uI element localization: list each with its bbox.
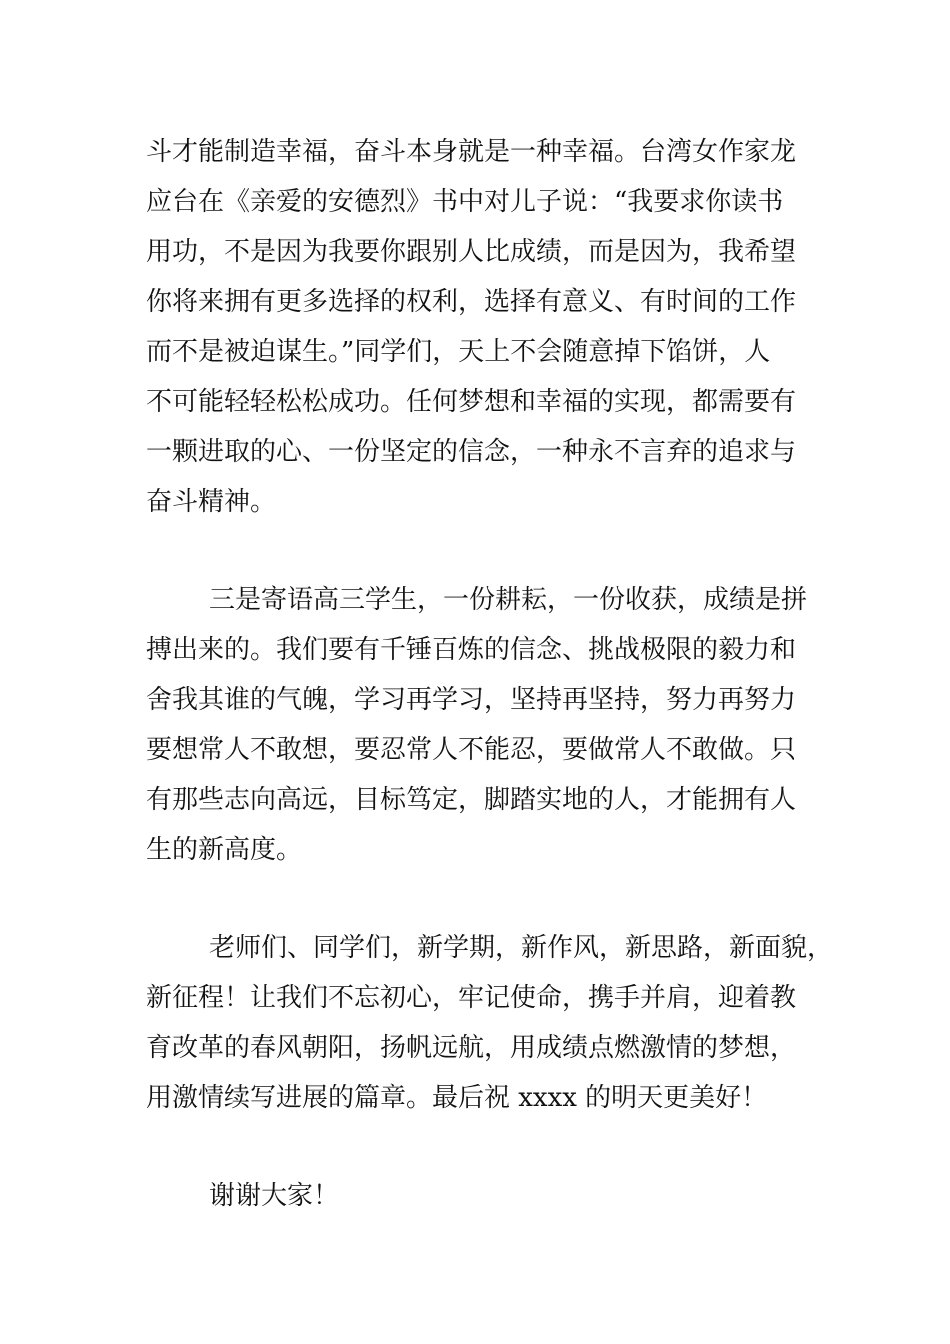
paragraph-line: 而不是被迫谋生。”同学们，天上不会随意掉下馅饼，人 — [146, 337, 771, 367]
paragraph-line: 一颗进取的心、一份坚定的信念，一种永不言弃的追求与 — [146, 437, 797, 467]
paragraph-line: 三是寄语高三学生，一份耕耘，一份收获，成绩是拼 — [209, 585, 808, 615]
paragraph-line: 生的新高度。 — [146, 835, 303, 865]
paragraph-line: 要想常人不敢想，要忍常人不能忍，要做常人不敢做。只 — [146, 735, 797, 765]
paragraph-line: 斗才能制造幸福，奋斗本身就是一种幸福。台湾女作家龙 — [146, 137, 797, 167]
paragraph-line: 育改革的春风朝阳，扬帆远航，用成绩点燃激情的梦想， — [146, 1033, 797, 1063]
paragraph-line: 搏出来的。我们要有千锤百炼的信念、挑战极限的毅力和 — [146, 635, 797, 665]
paragraph-line: 有那些志向高远，目标笃定，脚踏实地的人，才能拥有人 — [146, 785, 797, 815]
paragraph-line: 你将来拥有更多选择的权利，选择有意义、有时间的工作 — [146, 287, 797, 317]
paragraph-line: 新征程！让我们不忘初心，牢记使命，携手并肩，迎着教 — [146, 983, 797, 1013]
paragraph-line: 用功，不是因为我要你跟别人比成绩，而是因为，我希望 — [146, 237, 797, 267]
paragraph-line: 奋斗精神。 — [146, 487, 277, 517]
paragraph-line: 舍我其谁的气魄，学习再学习，坚持再坚持，努力再努力 — [146, 685, 797, 715]
paragraph-line: 不可能轻轻松松成功。任何梦想和幸福的实现，都需要有 — [146, 387, 797, 417]
closing-line: 谢谢大家！ — [209, 1181, 340, 1211]
paragraph-line: 应台在《亲爱的安德烈》书中对儿子说：“我要求你读书 — [146, 187, 784, 217]
paragraph-line: 用激情续写进展的篇章。最后祝 xxxx 的明天更美好！ — [146, 1083, 768, 1113]
paragraph-line: 老师们、同学们，新学期，新作风，新思路，新面貌， — [209, 933, 834, 963]
